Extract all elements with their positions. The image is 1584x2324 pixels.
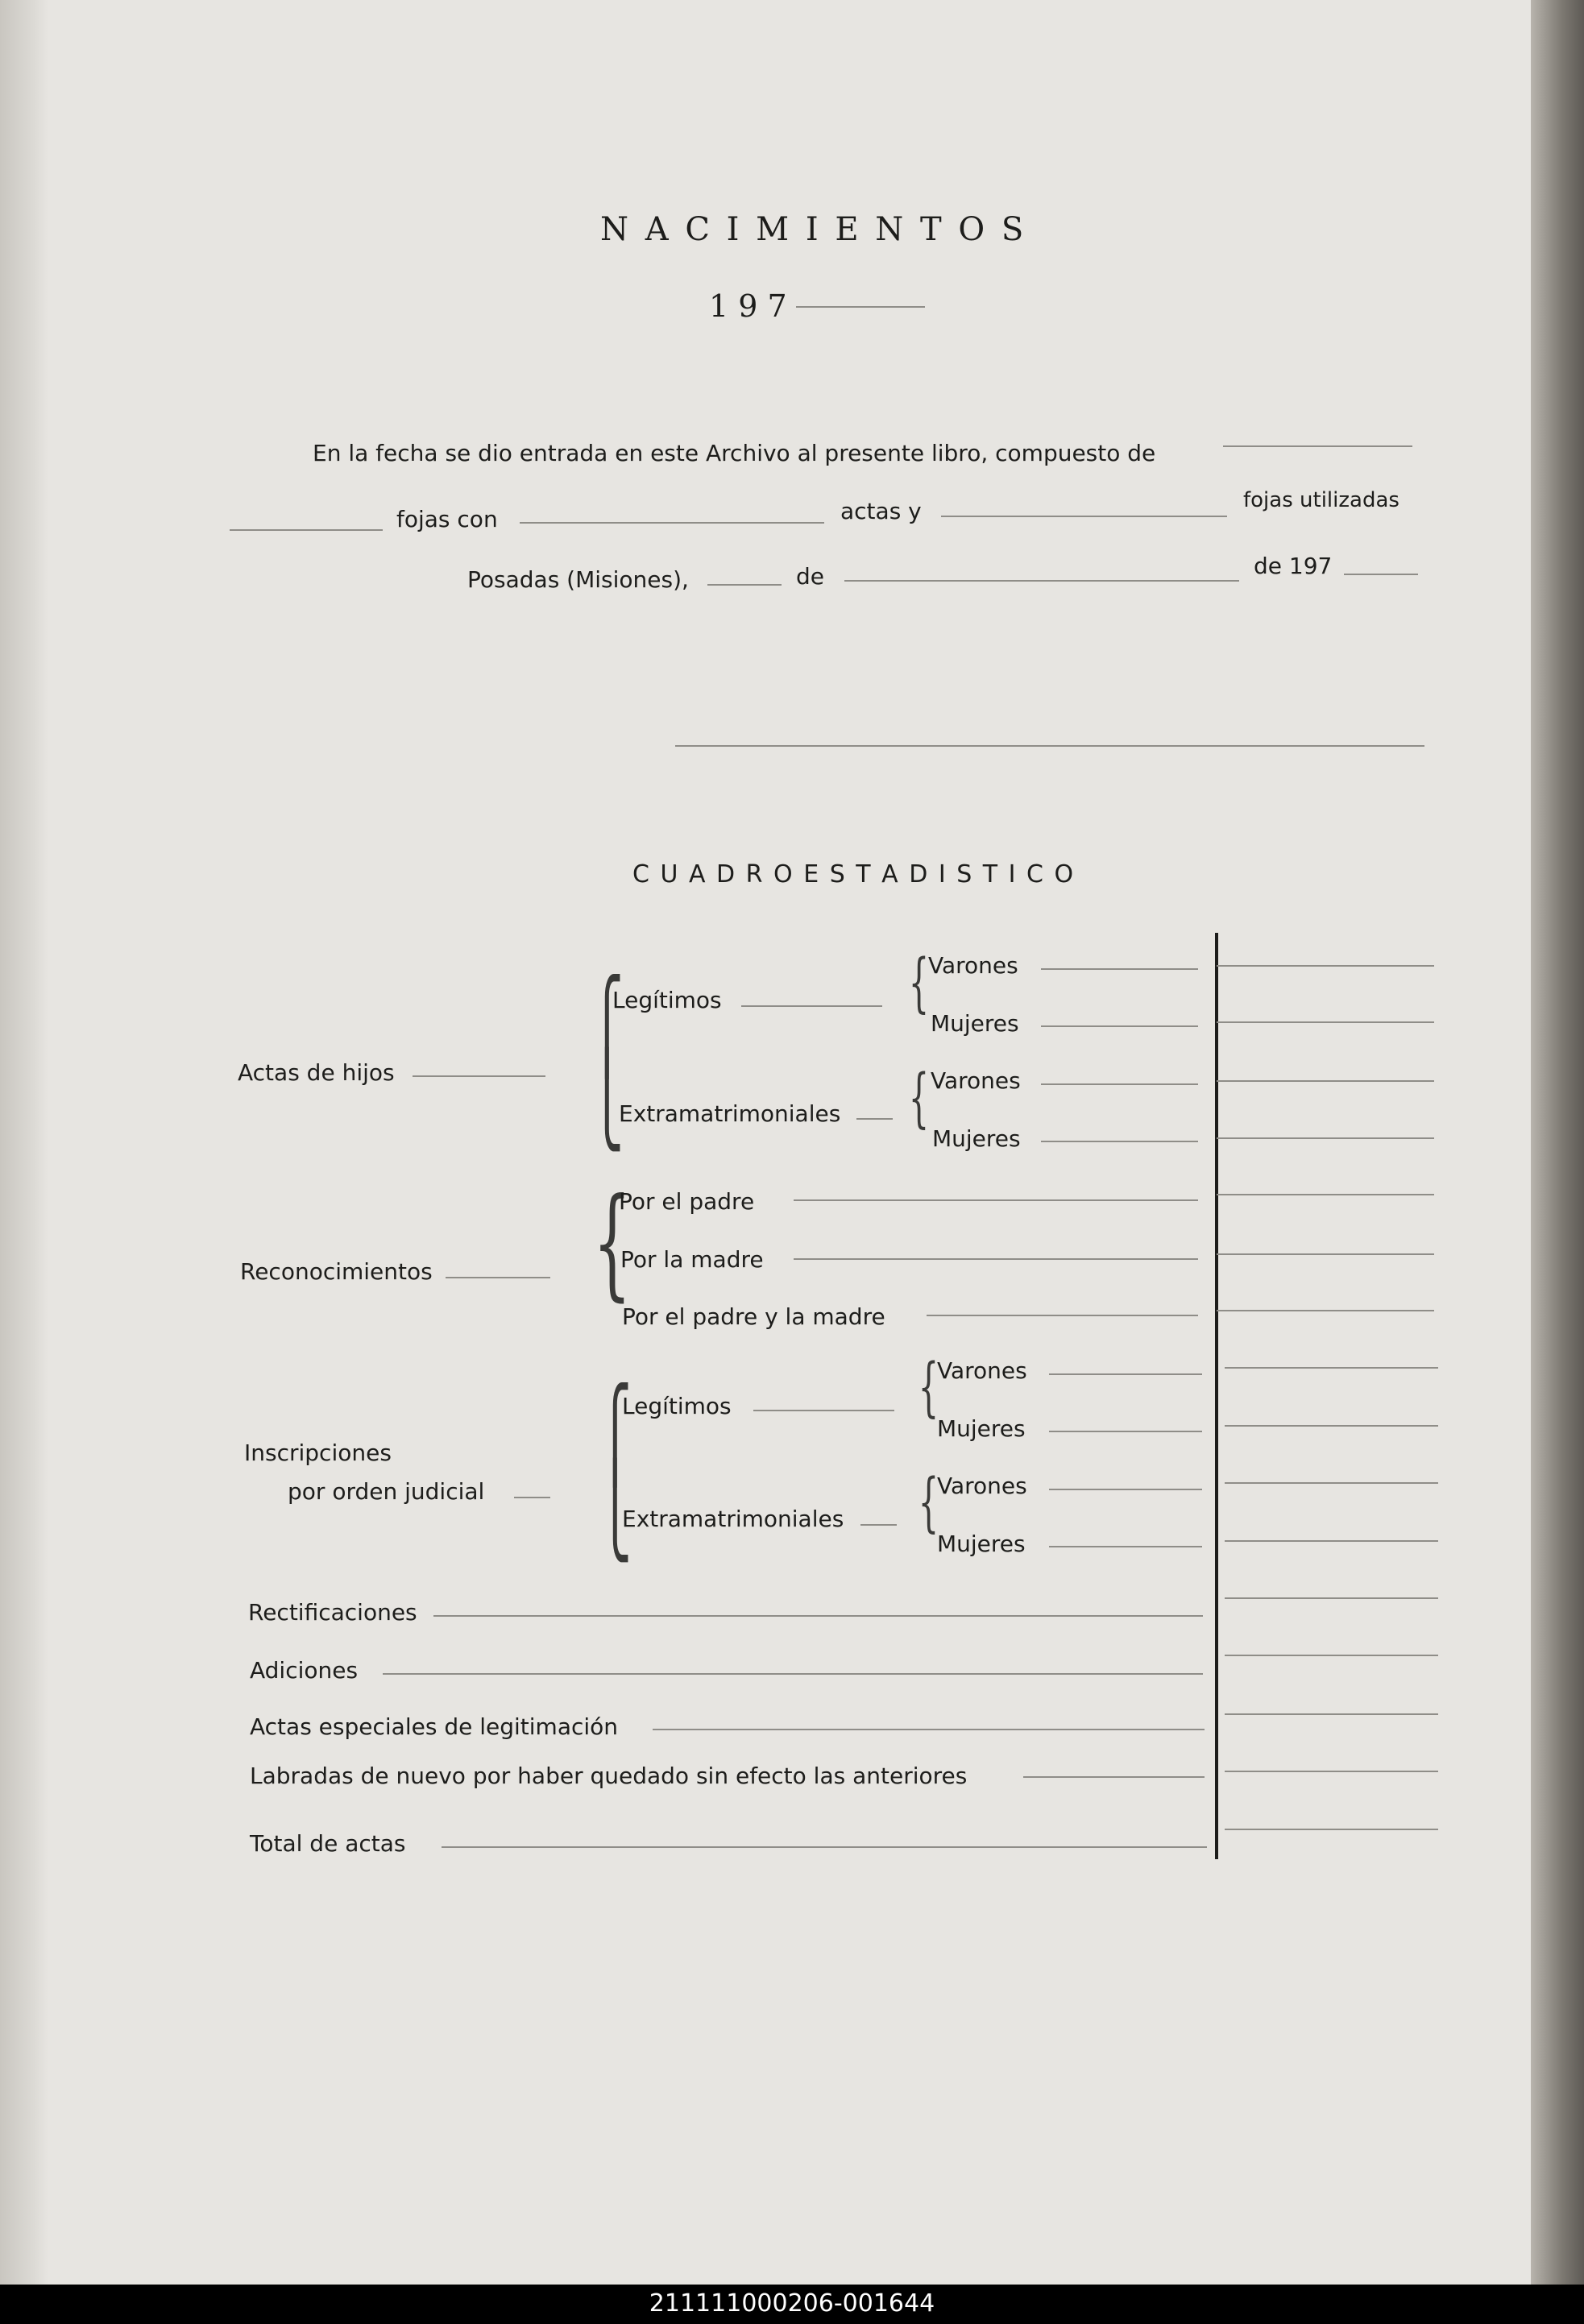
blank-varones-4[interactable]	[1049, 1489, 1202, 1490]
blank-varones-1[interactable]	[1041, 968, 1198, 970]
de-197-label: de 197	[1254, 553, 1333, 579]
blank-varones-2[interactable]	[1041, 1083, 1198, 1085]
blank-mujeres-2[interactable]	[1041, 1141, 1198, 1142]
page-title: N A C I M I E N T O S	[600, 211, 1027, 248]
right-blank-11[interactable]	[1225, 1540, 1438, 1542]
de-label: de	[796, 563, 824, 590]
signature-line[interactable]	[675, 745, 1424, 747]
brace-actas-hijos-bottom: ⎩	[590, 1048, 624, 1151]
por-la-madre-label: Por la madre	[620, 1246, 764, 1273]
blank-padre[interactable]	[794, 1199, 1198, 1201]
right-blank-12[interactable]	[1225, 1597, 1438, 1599]
blank-fojas[interactable]	[230, 529, 383, 531]
blank-labradas[interactable]	[1023, 1776, 1205, 1778]
right-blank-14[interactable]	[1225, 1713, 1438, 1715]
extramatrimoniales-label-1: Extramatrimoniales	[619, 1100, 841, 1127]
legitimos-label: Legítimos	[612, 987, 722, 1013]
brace-extra-1: {	[908, 1060, 930, 1135]
blank-day[interactable]	[707, 584, 782, 586]
varones-label-2: Varones	[931, 1067, 1021, 1094]
blank-varones-3[interactable]	[1049, 1373, 1202, 1375]
blank-compuesto[interactable]	[1223, 445, 1412, 447]
actas-especiales-label: Actas especiales de legitimación	[250, 1713, 619, 1740]
brace-actas-hijos-top: ⎧	[590, 974, 624, 1077]
blank-total[interactable]	[442, 1846, 1207, 1848]
mujeres-label-3: Mujeres	[937, 1415, 1026, 1442]
adiciones-label: Adiciones	[250, 1657, 359, 1684]
blank-mujeres-4[interactable]	[1049, 1546, 1202, 1547]
blank-mujeres-3[interactable]	[1049, 1431, 1202, 1432]
intro-line1: En la fecha se dio entrada en este Archivo al presente libro, compuesto de	[313, 440, 1156, 466]
right-blank-4[interactable]	[1217, 1137, 1434, 1139]
right-blank-10[interactable]	[1225, 1482, 1438, 1484]
actas-de-hijos-label: Actas de hijos	[238, 1059, 395, 1086]
mujeres-label-2: Mujeres	[932, 1125, 1021, 1152]
footer-id: 211111000206-001644	[649, 2289, 935, 2318]
por-orden-judicial-label: por orden judicial	[288, 1478, 485, 1505]
por-el-padre-label: Por el padre	[619, 1188, 755, 1215]
book-binding	[0, 0, 48, 2285]
blank-extra-1[interactable]	[856, 1118, 893, 1120]
right-blank-3[interactable]	[1217, 1080, 1434, 1082]
blank-actas-especiales[interactable]	[653, 1729, 1205, 1730]
blank-legitimos-1[interactable]	[741, 1005, 882, 1007]
year-label: 1 9 7	[709, 288, 787, 324]
blank-actas-hijos[interactable]	[413, 1075, 545, 1077]
legitimos-label-2: Legítimos	[622, 1393, 732, 1419]
blank-extra-2[interactable]	[860, 1524, 897, 1526]
blank-ambos[interactable]	[927, 1315, 1198, 1316]
section-title: C U A D R O E S T A D I S T I C O	[632, 860, 1076, 889]
blank-reconocimientos[interactable]	[446, 1277, 550, 1278]
blank-rectificaciones[interactable]	[433, 1615, 1203, 1617]
blank-month[interactable]	[844, 580, 1239, 582]
blank-madre[interactable]	[794, 1258, 1198, 1260]
right-blank-13[interactable]	[1225, 1655, 1438, 1656]
posadas-label: Posadas (Misiones),	[467, 566, 689, 593]
right-blank-16[interactable]	[1225, 1829, 1438, 1830]
mujeres-label-4: Mujeres	[937, 1531, 1026, 1557]
varones-label-1: Varones	[928, 952, 1018, 979]
por-ambos-label: Por el padre y la madre	[622, 1303, 885, 1330]
fojas-utilizadas-label: fojas utilizadas	[1243, 488, 1399, 512]
right-blank-1[interactable]	[1217, 965, 1434, 967]
inscripciones-label: Inscripciones	[244, 1440, 392, 1466]
right-blank-8[interactable]	[1225, 1367, 1438, 1369]
right-blank-2[interactable]	[1217, 1021, 1434, 1023]
mujeres-label-1: Mujeres	[931, 1010, 1019, 1037]
book-edge	[1531, 0, 1584, 2285]
blank-utilizadas[interactable]	[941, 516, 1227, 517]
brace-inscripciones-bottom: ⎩	[598, 1459, 632, 1562]
brace-extra-2: {	[918, 1464, 939, 1539]
total-actas-label: Total de actas	[250, 1830, 406, 1857]
rectificaciones-label: Rectificaciones	[248, 1599, 417, 1626]
right-blank-9[interactable]	[1225, 1425, 1438, 1427]
actas-y-label: actas y	[840, 498, 922, 524]
labradas-label: Labradas de nuevo por haber quedado sin efecto las anteriores	[250, 1763, 968, 1789]
column-divider	[1215, 933, 1218, 1859]
varones-label-3: Varones	[937, 1357, 1027, 1384]
blank-actas[interactable]	[520, 522, 824, 524]
brace-inscripciones-top: ⎧	[598, 1382, 632, 1485]
right-blank-6[interactable]	[1217, 1253, 1434, 1255]
brace-legitimos-1: {	[908, 945, 930, 1020]
blank-year-end[interactable]	[1344, 574, 1418, 575]
reconocimientos-label: Reconocimientos	[240, 1258, 433, 1285]
extramatrimoniales-label-2: Extramatrimoniales	[622, 1506, 844, 1532]
blank-adiciones[interactable]	[383, 1673, 1203, 1675]
blank-inscripciones[interactable]	[514, 1497, 550, 1498]
varones-label-4: Varones	[937, 1473, 1027, 1499]
right-blank-5[interactable]	[1217, 1194, 1434, 1195]
brace-reconocimientos: {	[592, 1173, 632, 1313]
brace-legitimos-2: {	[918, 1349, 939, 1424]
right-blank-7[interactable]	[1217, 1310, 1434, 1311]
blank-mujeres-1[interactable]	[1041, 1025, 1198, 1027]
year-blank[interactable]	[796, 306, 925, 308]
right-blank-15[interactable]	[1225, 1771, 1438, 1772]
fojas-con-label: fojas con	[396, 506, 498, 532]
blank-legitimos-2[interactable]	[753, 1410, 894, 1411]
